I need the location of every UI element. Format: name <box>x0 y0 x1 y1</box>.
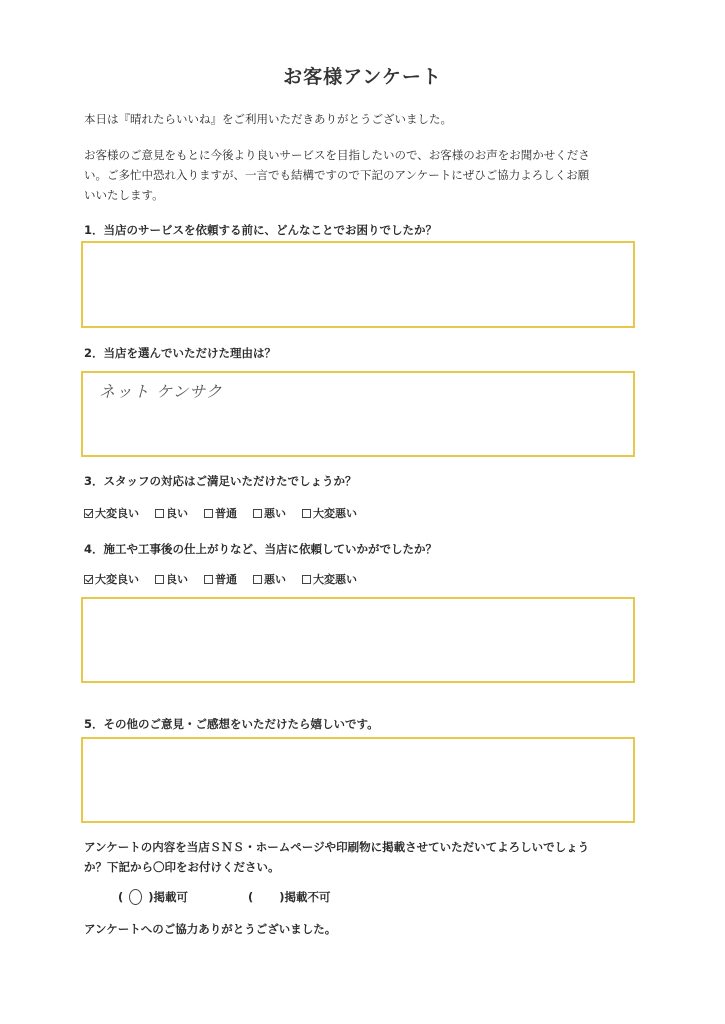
publish-question-line-2: か？下記から〇印をお付けください。 <box>84 860 280 874</box>
checkbox-icon[interactable] <box>155 509 164 518</box>
publish-options <box>118 889 331 905</box>
checkbox-icon[interactable] <box>204 575 213 584</box>
q3-option-bad[interactable]: 悪い <box>253 505 286 521</box>
page-title: お客様アンケート <box>283 66 442 88</box>
publish-deny-label: )掲載不可 <box>279 890 331 904</box>
question-3-options <box>84 505 357 521</box>
intro-thanks: 本日は『晴れたらいいね』をご利用いただきありがとうございました。 <box>84 112 452 126</box>
question-1-label: 1．当店のサービスを依頼する前に、どんなことでお困りでしたか？ <box>84 223 437 237</box>
question-3-label: 3．スタッフの対応はご満足いただけたでしょうか？ <box>84 474 357 488</box>
checkbox-icon[interactable] <box>253 575 262 584</box>
checkbox-icon[interactable] <box>302 509 311 518</box>
closing-message: アンケートへのご協力ありがとうございました。 <box>84 922 337 936</box>
checkbox-icon[interactable] <box>253 509 262 518</box>
checkbox-icon[interactable] <box>302 575 311 584</box>
intro-line-3: いいたします。 <box>84 188 164 202</box>
q4-option-very-bad[interactable]: 大変悪い <box>302 571 357 587</box>
q3-option-very-good[interactable]: 大変良い <box>84 505 139 521</box>
question-4-answer-box[interactable] <box>81 597 635 683</box>
question-2-label: 2．当店を選んでいただけた理由は？ <box>84 346 276 360</box>
question-1-answer-box[interactable] <box>81 241 635 328</box>
question-2-answer-box[interactable] <box>81 371 635 457</box>
question-4-options <box>84 571 357 587</box>
checkbox-checked-icon[interactable] <box>84 509 93 518</box>
q4-option-normal[interactable]: 普通 <box>204 571 237 587</box>
publish-allow-option[interactable]: ( )掲載可 <box>118 890 189 904</box>
question-2-answer: ネット ケンサク <box>99 382 223 401</box>
question-4-label: 4．施工や工事後の仕上がりなど、当店に依頼していかがでしたか？ <box>84 542 437 556</box>
intro-line-2: い。ご多忙中恐れ入りますが、一言でも結構ですので下記のアンケートにぜひご協力よろしくお願 <box>84 168 590 182</box>
q4-option-very-good[interactable]: 大変良い <box>84 571 139 587</box>
q3-option-very-bad[interactable]: 大変悪い <box>302 505 357 521</box>
question-5-label: 5．その他のご意見・ご感想をいただけたら嬉しいです。 <box>84 717 379 731</box>
publish-allow-label: )掲載可 <box>148 890 189 904</box>
publish-deny-option[interactable]: ( )掲載不可 <box>248 890 331 904</box>
q4-option-good[interactable]: 良い <box>155 571 188 587</box>
q3-option-normal[interactable]: 普通 <box>204 505 237 521</box>
q4-option-bad[interactable]: 悪い <box>253 571 286 587</box>
q3-option-good[interactable]: 良い <box>155 505 188 521</box>
circle-mark-icon[interactable] <box>129 889 142 905</box>
intro-line-1: お客様のご意見をもとに今後より良いサービスを目指したいので、お客様のお声をお聞かせくださ <box>84 148 590 162</box>
checkbox-checked-icon[interactable] <box>84 575 93 584</box>
checkbox-icon[interactable] <box>155 575 164 584</box>
question-5-answer-box[interactable] <box>81 737 635 823</box>
publish-question-line-1: アンケートの内容を当店ＳＮＳ・ホームページや印刷物に掲載させていただいてよろしいでしょう <box>84 840 590 854</box>
checkbox-icon[interactable] <box>204 509 213 518</box>
